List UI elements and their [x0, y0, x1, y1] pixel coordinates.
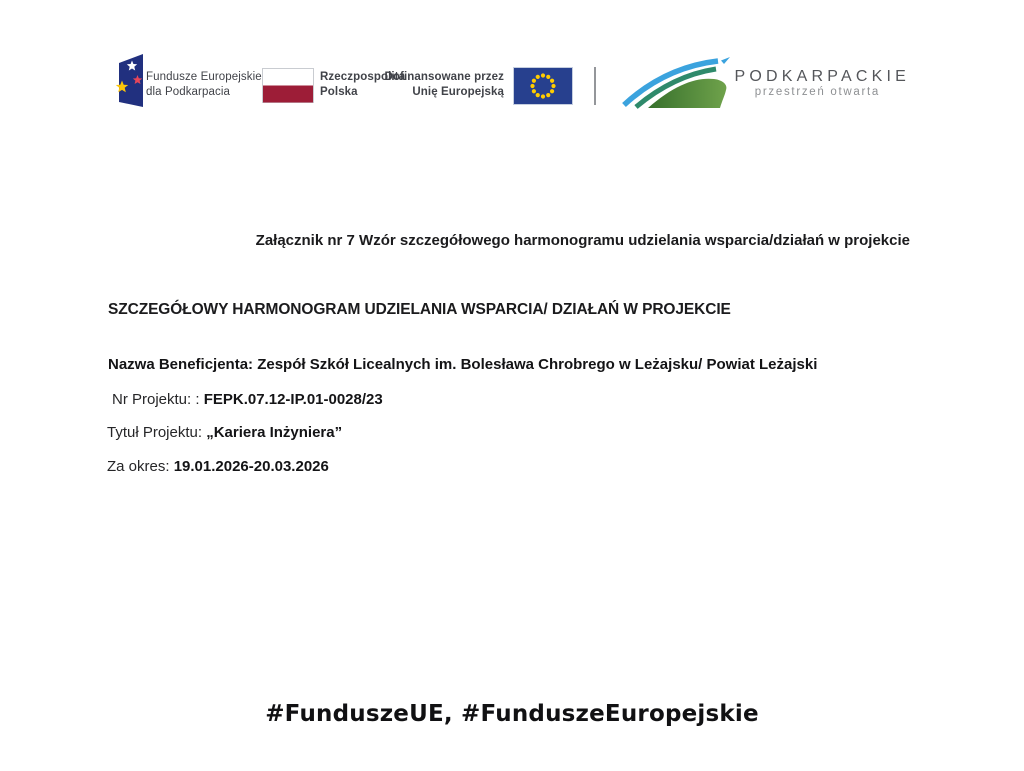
period-line [107, 458, 329, 475]
fundusze-europejskie-logo [114, 53, 144, 114]
attachment-title: Załącznik nr 7 Wzór szczegółowego harmonogramu udzielania wsparcia/działań w projekcie [255, 232, 910, 249]
podkarpackie-wordmark [735, 68, 910, 99]
eu-flag-icon [513, 67, 573, 105]
eu-funding-caption [374, 70, 504, 100]
footer-hashtags: #FunduszeUE, #FunduszeEuropejskie [265, 701, 759, 727]
document-heading: SZCZEGÓŁOWY HARMONOGRAM UDZIELANIA WSPARCIA/ DZIAŁAŃ W PROJEKCIE [108, 301, 731, 318]
fundusze-europejskie-flag-icon [114, 53, 144, 109]
beneficiary-line: Nazwa Beneficjenta: Zespół Szkół Licealnych im. Bolesława Chrobrego w Leżajsku/ Powiat Leżajski [108, 356, 818, 373]
fundusze-europejskie-caption-line1: Fundusze Europejskie [146, 71, 262, 83]
eu-flag-logo [513, 67, 573, 110]
project-number-label: Nr Projektu: : [112, 391, 200, 408]
podkarpackie-swoosh-icon [622, 57, 734, 109]
project-number-line [112, 391, 383, 408]
fundusze-europejskie-caption-line2: dla Podkarpacia [146, 86, 230, 98]
header-separator [594, 67, 596, 105]
podkarpackie-tagline: przestrzeń otwarta [754, 86, 880, 98]
poland-caption-line1: Rzeczpospolita [320, 71, 406, 83]
project-title-line [107, 424, 342, 441]
eu-funding-caption-line2: Unię Europejską [412, 86, 504, 98]
project-title-value: „Kariera Inżyniera” [206, 424, 343, 441]
project-number-value: FEPK.07.12-IP.01-0028/23 [203, 391, 383, 408]
eu-funding-caption-line1: Dofinansowane przez [384, 71, 504, 83]
project-title-label: Tytuł Projektu: [107, 424, 203, 441]
period-value: 19.01.2026-20.03.2026 [173, 458, 329, 475]
period-label: Za okres: [107, 458, 170, 475]
poland-flag-logo [262, 68, 314, 108]
poland-flag-icon [262, 68, 314, 103]
podkarpackie-logo [622, 57, 734, 114]
podkarpackie-title: PODKARPACKIE [734, 68, 910, 85]
poland-caption-line2: Polska [320, 86, 358, 98]
fundusze-europejskie-caption [146, 70, 262, 100]
